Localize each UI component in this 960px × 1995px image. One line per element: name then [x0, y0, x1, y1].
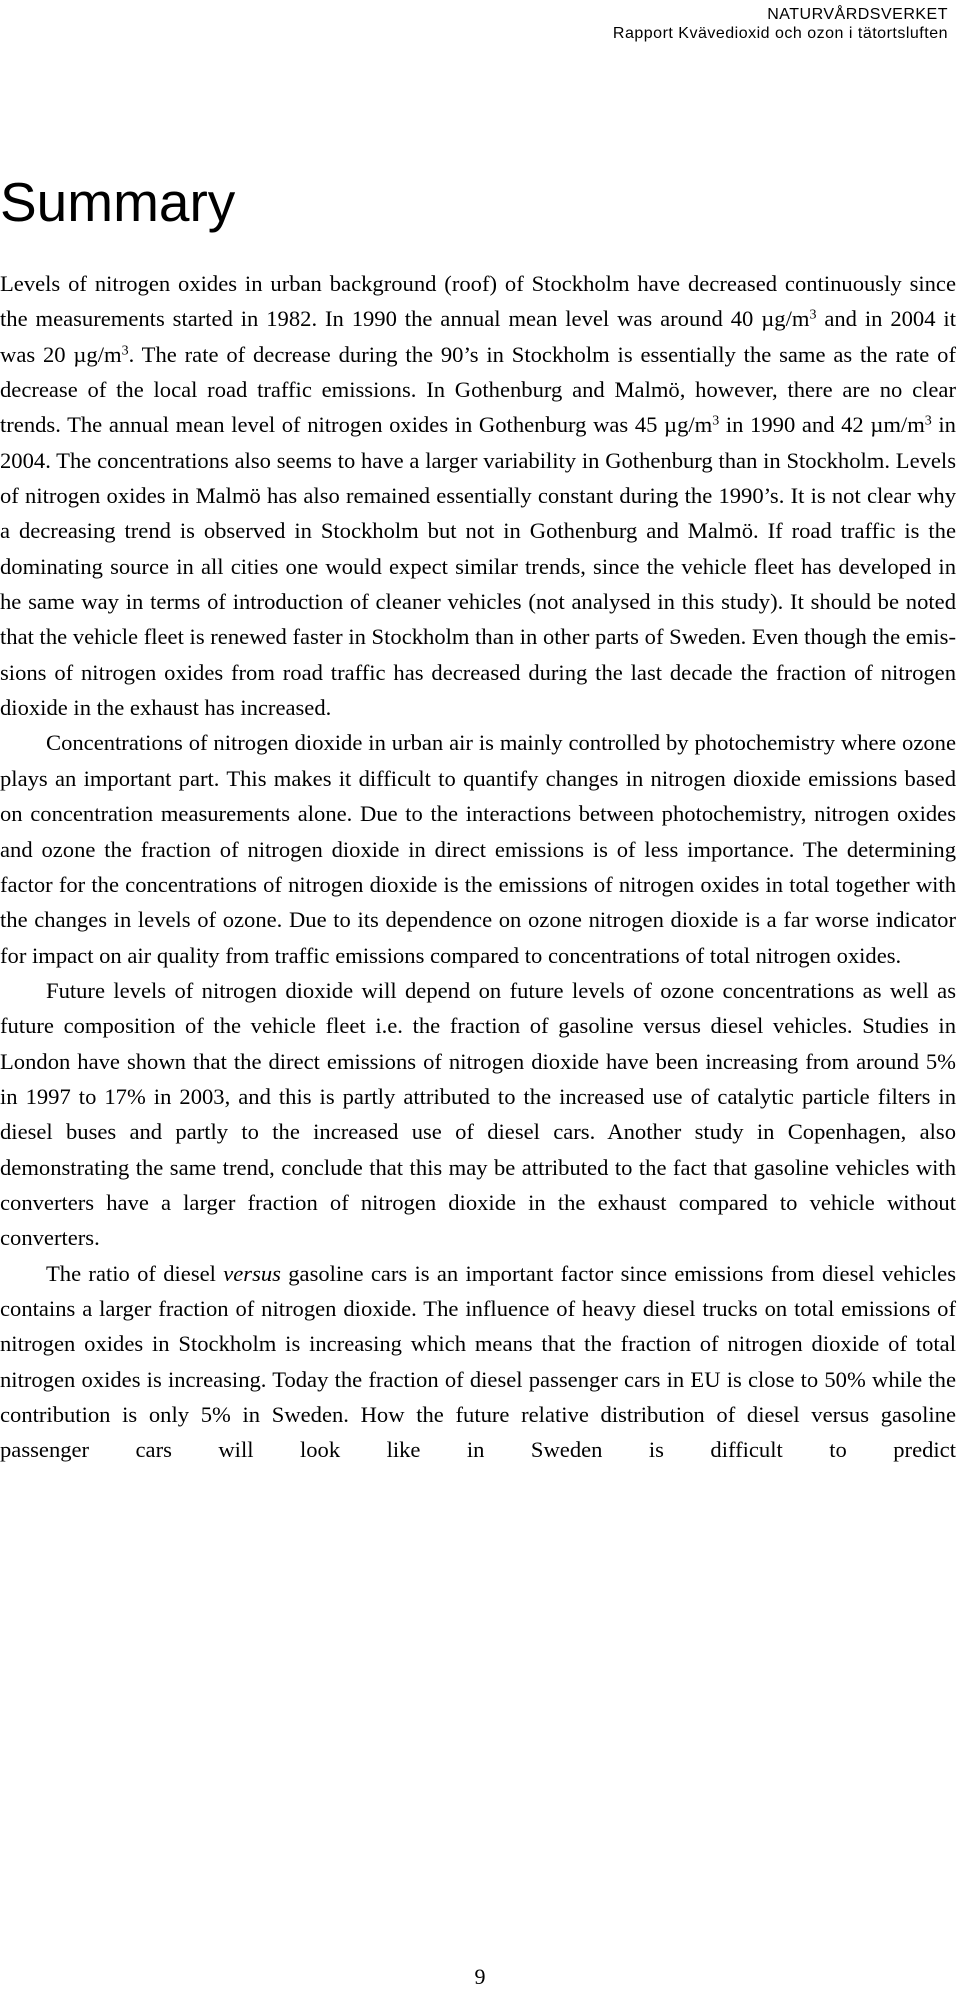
running-header	[613, 5, 948, 43]
paragraph-1-text-1: Levels of nitrogen oxides in urban background (roof) of Stockholm have decreased continuously since the measurements started in 1982. In 1990 the annual mean level was around 40 µg/m	[0, 271, 956, 332]
paragraph-4-text-2: gasoline cars is an important factor since emissions from diesel vehicles contains a larger fraction of nitrogen dioxide. The influence of heavy diesel trucks on total emissions of nitrogen oxides in Stockholm is increasing which means that the fraction of nitrogen dioxide of total nitrogen oxides is increasing. Today the fraction of diesel passenger cars in EU is close to 50% while the contribution is only 5% in Sweden. How the future relative distribution of diesel versus gasoline passenger cars will look like in Sweden is difficult to predict	[0, 1260, 956, 1463]
paragraph-3: Future levels of nitrogen dioxide will depend on future levels of ozone concentrations as well as future composition of the vehicle fleet i.e. the fraction of gasoline versus diesel vehicles. Studies in London have shown that the direct emissions of nitrogen dioxide have been increasing from around 5% in 1997 to 17% in 2003, and this is partly attributed to the increased use of catalytic particle filters in diesel buses and partly to the increased use of diesel cars. Another study in Copenhagen, also demonstrating the same trend, conclude that this may be attributed to the fact that gasoline vehicles with converters have a larger fraction of nitrogen dioxide in the exhaust compared to vehicle without converters.	[0, 977, 956, 1251]
paragraph-2: Concentrations of nitrogen dioxide in urban air is mainly controlled by photochemistry where ozone plays an important part. This makes it difficult to quantify changes in nitrogen dioxide emissions based on concentration measurements alone. Due to the interactions between photochemistry, nitrogen oxides and ozone the fraction of nitrogen dioxide in direct emissions is of less importance. The determining factor for the concentrations of nitrogen dioxide is the emissions of nitrogen oxides in total together with the changes in levels of ozone. Due to its dependence on ozone nitrogen dioxide is a far worse indicator for impact on air quality from traffic emissions compared to concentrations of total nitrogen oxides.	[0, 730, 956, 968]
emphasis-versus: versus	[223, 1260, 281, 1286]
superscript: 3	[712, 413, 720, 429]
paragraph-4	[0, 1256, 956, 1468]
superscript: 3	[121, 342, 129, 358]
header-organization: NATURVÅRDSVERKET	[767, 6, 948, 23]
body-text	[0, 266, 956, 1468]
superscript: 3	[924, 413, 932, 429]
header-report-title: Rapport Kvävedioxid och ozon i tätortsluften	[612, 25, 948, 42]
page-title: Summary	[0, 171, 236, 233]
paragraph-1-text-2: and in 2004 it was 20 µg/m	[0, 306, 956, 367]
paragraph-4-text-1: The ratio of diesel	[46, 1260, 224, 1286]
superscript: 3	[809, 307, 817, 323]
paragraph-1-text-5: in 2004. The concentrations also seems to have a larger variability in Gothenburg than in Stockholm. Levels of nitrogen oxides in Malmö has also remained essentially constant during the 1990’s. It is not clear why a decreasing trend is observed in Stockholm but not in Gothenburg and Malmö. If road traffic is the dominating source in all cities one would expect similar trends, since the vehicle fleet has developed in he same way in terms of introduction of cleaner vehicles (not analysed in this study). It should be noted that the vehicle fleet is renewed faster in Stockholm than in other parts of Sweden. Even though the emissions of nitrogen oxides from road traffic has decreased during the last decade the fraction of nitrogen dioxide in the exhaust has increased.	[0, 412, 956, 721]
page-number: 9	[474, 1964, 486, 1989]
paragraph-1	[0, 266, 956, 725]
paragraph-1-text-3: . The rate of decrease during the 90’s in Stockholm is essentially the same as the rate of decrease of the local road traffic emissions. In Gothenburg and Malmö, however, there are no clear trends. The annual mean level of nitrogen oxides in Gothenburg was 45 µg/m	[0, 341, 956, 438]
paragraph-1-text-4: in 1990 and 42 µm/m	[719, 412, 925, 438]
